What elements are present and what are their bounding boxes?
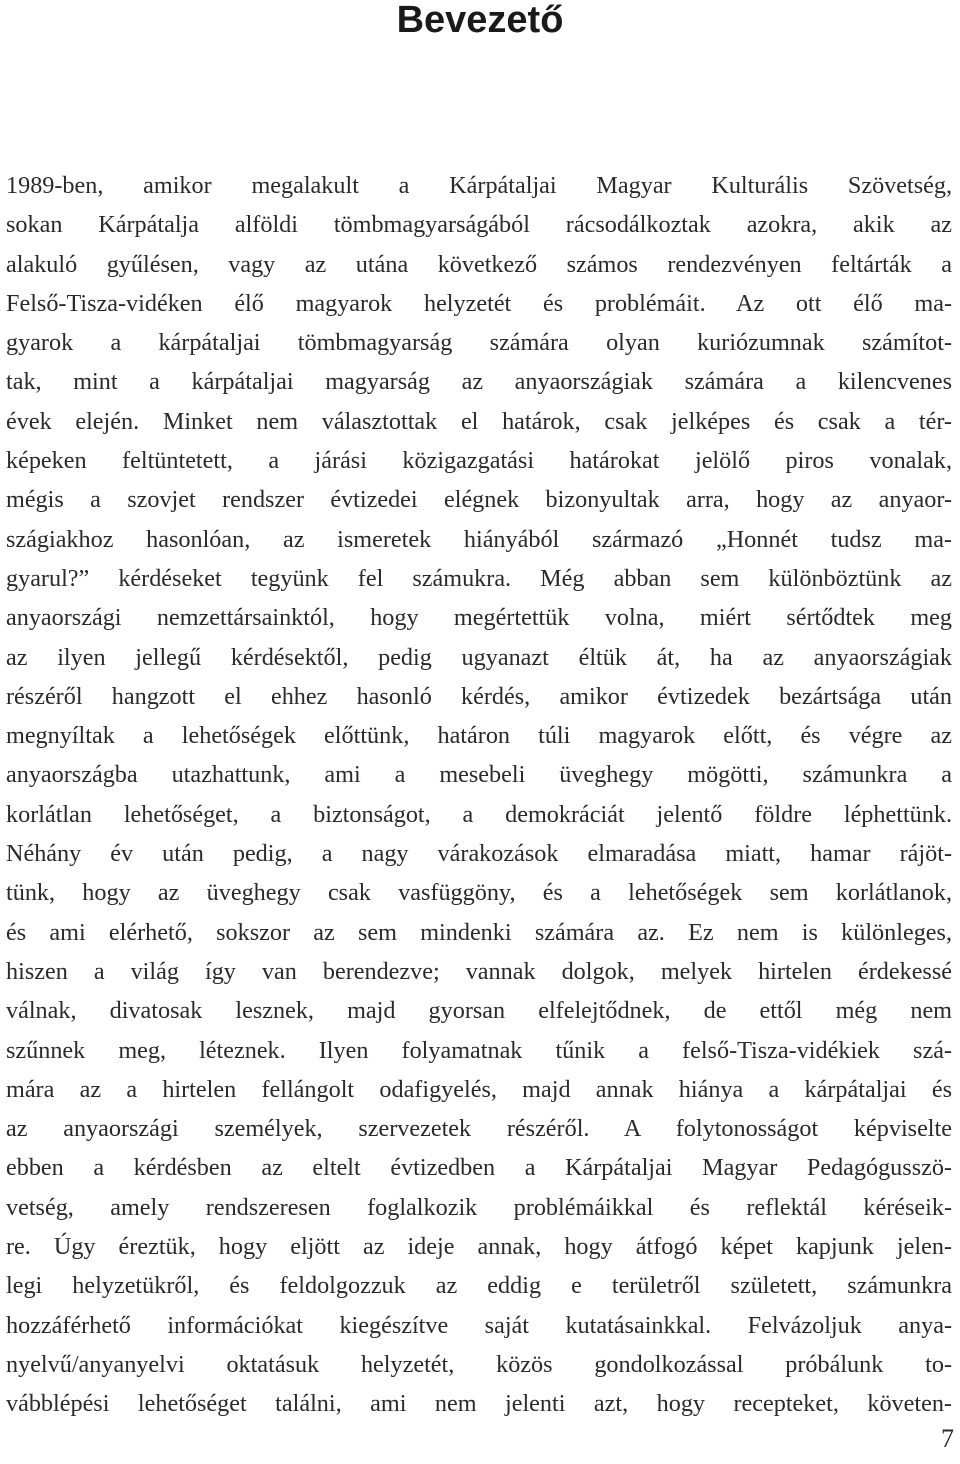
text-line: 1989-ben, amikor megalakult a Kárpátaljai Magyar Kulturális Szövetség, [6, 172, 952, 199]
text-line: Néhány év után pedig, a nagy várakozások elmaradása miatt, hamar rájöt- [6, 840, 952, 868]
text-line: az anyaországi személyek, szervezetek részéről. A folytonosságot képviselte [6, 1115, 952, 1143]
text-line: szűnnek meg, léteznek. Ilyen folyamatnak tűnik a felső-Tisza-vidékiek szá- [6, 1036, 952, 1064]
text-line: nyelvű/anyanyelvi oktatásuk helyzetét, közös gondolkozással próbálunk to- [6, 1350, 952, 1378]
text-line: hiszen a világ így van berendezve; vannak dolgok, melyek hirtelen érdekessé [6, 957, 952, 985]
text-line: képeken feltüntetett, a járási közigazgatási határokat jelölő piros vonalak, [6, 447, 952, 475]
text-line: sokan Kárpátalja alföldi tömbmagyarságából rácsodálkoztak azokra, akik az [6, 211, 952, 239]
text-line: tak, mint a kárpátaljai magyarság az anyaországiak számára a kilencvenes [6, 368, 952, 396]
text-line: gyarok a kárpátaljai tömbmagyarság számára olyan kuriózumnak számítot- [6, 329, 952, 357]
text-line: az ilyen jellegű kérdésektől, pedig ugyanazt éltük át, ha az anyaországiak [6, 643, 952, 671]
body-text [6, 166, 952, 1424]
text-line: alakuló gyűlésen, vagy az utána következő számos rendezvényen feltárták a [6, 250, 952, 278]
text-line: legi helyzetükről, és feldolgozzuk az eddig e területről született, számunkra [6, 1272, 952, 1300]
text-line: tünk, hogy az üveghegy csak vasfüggöny, és a lehetőségek sem korlátlanok, [6, 879, 952, 907]
page-title: Bevezető [396, 0, 564, 41]
text-line: vábblépési lehetőséget találni, ami nem jelenti azt, hogy recepteket, követen- [6, 1390, 952, 1418]
text-line: mára az a hirtelen fellángolt odafigyelés, majd annak hiánya a kárpátaljai és [6, 1075, 952, 1103]
text-line: Felső-Tisza-vidéken élő magyarok helyzetét és problémáit. Az ott élő ma- [6, 289, 952, 317]
text-line: re. Úgy éreztük, hogy eljött az ideje annak, hogy átfogó képet kapjunk jelen- [6, 1233, 952, 1261]
text-line: mégis a szovjet rendszer évtizedei elégnek bizonyultak arra, hogy az anyaor- [6, 486, 952, 514]
page-number: 7 [941, 1424, 954, 1453]
text-line: hozzáférhető információkat kiegészítve saját kutatásainkkal. Felvázoljuk anya- [6, 1311, 952, 1339]
text-line: korlátlan lehetőséget, a biztonságot, a demokráciát jelentő földre léphettünk. [6, 800, 952, 828]
text-line: válnak, divatosak lesznek, majd gyorsan elfelejtődnek, de ettől még nem [6, 997, 952, 1025]
text-line: szágiakhoz hasonlóan, az ismeretek hiányából származó „Honnét tudsz ma- [6, 525, 952, 553]
text-line: és ami elérhető, sokszor az sem mindenki számára az. Ez nem is különleges, [6, 918, 952, 946]
text-line: gyarul?” kérdéseket tegyünk fel számukra. Még abban sem különböztünk az [6, 564, 952, 592]
text-line: ebben a kérdésben az eltelt évtizedben a Kárpátaljai Magyar Pedagógusszö- [6, 1154, 952, 1182]
text-line: évek elején. Minket nem választottak el határok, csak jelképes és csak a tér- [6, 407, 952, 435]
text-line: anyaországba utazhattunk, ami a mesebeli üveghegy mögötti, számunkra a [6, 761, 952, 789]
text-line: megnyíltak a lehetőségek előttünk, határon túli magyarok előtt, és végre az [6, 722, 952, 750]
text-line: részéről hangzott el ehhez hasonló kérdés, amikor évtizedek bezártsága után [6, 682, 952, 710]
text-line: vetség, amely rendszeresen foglalkozik problémáikkal és reflektál kéréseik- [6, 1193, 952, 1221]
text-line: anyaországi nemzettársainktól, hogy megértettük volna, miért sértődtek meg [6, 604, 952, 632]
